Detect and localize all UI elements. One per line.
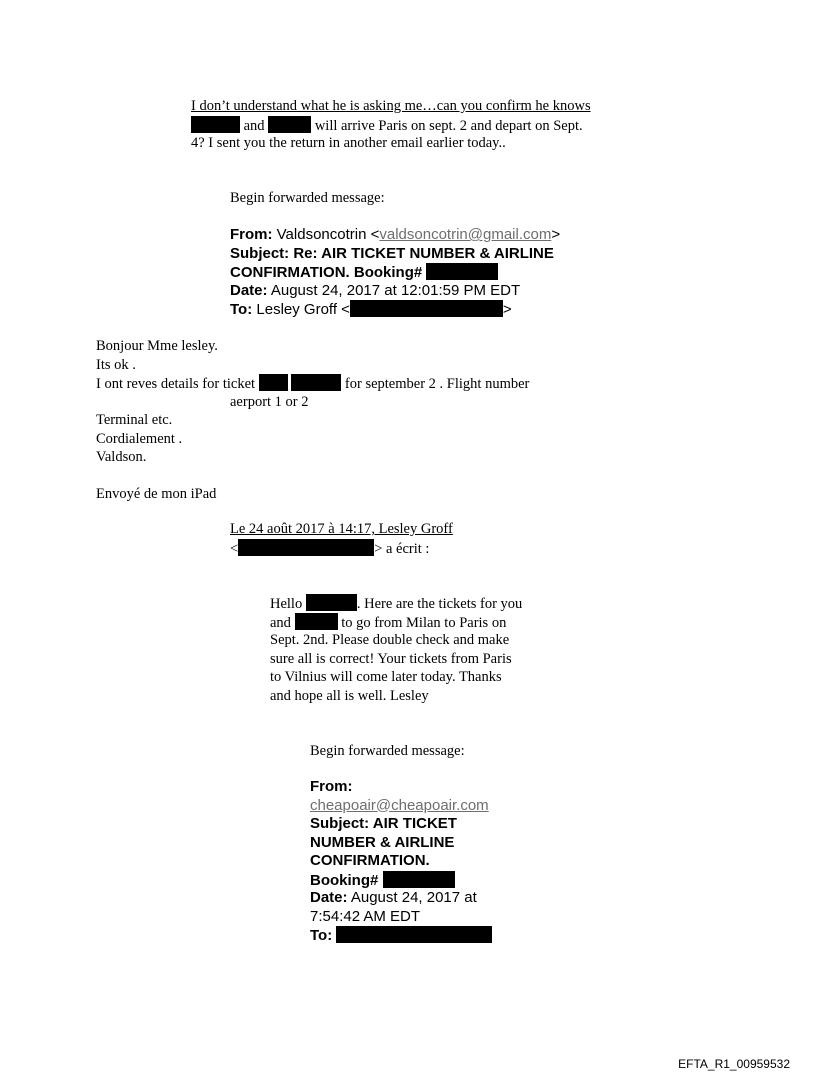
lesley-message: [270, 594, 522, 705]
lesley-line-2-rest: to go from Milan to Paris on: [337, 614, 507, 631]
reply-line-1: Bonjour Mme lesley.: [96, 338, 218, 354]
forwarded-label-1: Begin forwarded message:: [230, 190, 385, 206]
reply-line-6: Cordialement .: [96, 430, 183, 447]
reply-line-2: Its ok .: [96, 356, 136, 373]
redaction: [350, 300, 503, 317]
note-line-1: I don’t understand what he is asking me…can you confirm he knows: [191, 98, 591, 114]
redaction: [238, 539, 374, 556]
date-2-value-1: August 24, 2017 at: [347, 889, 477, 906]
note-line-2-rest: will arrive Paris on sept. 2 and depart on Sept.: [311, 117, 583, 134]
booking-label: Booking#: [310, 871, 383, 889]
lesley-line-4: sure all is correct! Your tickets from Paris: [270, 650, 512, 667]
lesley-line-3: Sept. 2nd. Please double check and make: [270, 632, 510, 648]
date-2-line-2: 7:54:42 AM EDT: [310, 907, 421, 925]
reply-line-5: Terminal etc.: [96, 412, 173, 428]
from-email-line-2: [310, 797, 492, 816]
note-line-3: 4? I sent you the return in another email earlier today..: [191, 135, 506, 151]
date-value: August 24, 2017 at 12:01:59 PM EDT: [267, 281, 521, 299]
lesley-line-1: [270, 594, 522, 613]
redaction: [291, 374, 341, 391]
to-2-label: To:: [310, 927, 337, 944]
lesley-hello: Hello: [270, 596, 306, 612]
subject-2-line-1: [310, 815, 492, 834]
from-email-link[interactable]: valdsoncotrin@gmail.com: [379, 226, 552, 243]
subject-2-text-3: CONFIRMATION.: [310, 852, 430, 869]
quote-open: <: [230, 540, 239, 557]
subject-text-2: CONFIRMATION. Booking#: [230, 264, 427, 281]
document-id-footer: EFTA_R1_00959532: [678, 1057, 790, 1071]
lesley-line-6: and hope all is well. Lesley: [270, 687, 429, 704]
subject-line-2: [230, 263, 560, 282]
subject-2-text-1: Subject: AIR TICKET: [310, 815, 457, 832]
date-line: [230, 282, 560, 301]
forwarded-label-2: Begin forwarded message:: [310, 743, 465, 759]
forwarded-header-1: [230, 226, 560, 319]
forwarded-header-2: [310, 778, 492, 945]
lesley-line-2: [270, 613, 522, 632]
reply-line-7: Valdson.: [96, 449, 147, 465]
subject-line-1: [230, 245, 560, 264]
to-2-line: [310, 926, 492, 945]
to-close: >: [502, 301, 512, 318]
subject-2-text-2: NUMBER & AIRLINE: [310, 833, 455, 851]
from-line-2: [310, 778, 492, 797]
to-label: To:: [230, 301, 253, 318]
reply-line-4: aerport 1 or 2: [230, 393, 309, 410]
from-label-2: From:: [310, 778, 353, 795]
redaction: [383, 871, 455, 888]
redaction: [259, 374, 288, 391]
to-line: [230, 300, 560, 319]
note-line-2: [191, 116, 591, 135]
date-2-label: Date:: [310, 889, 348, 906]
cheapoair-email-link[interactable]: cheapoair@cheapoair.com: [310, 796, 489, 814]
lesley-line-5: to Vilnius will come later today. Thanks: [270, 669, 502, 685]
subject-2-line-3: [310, 852, 492, 871]
redaction: [306, 594, 357, 611]
booking-line: [310, 871, 492, 890]
quote-close: > a écrit :: [374, 540, 430, 557]
note-and: and: [240, 117, 269, 134]
reply-line-3b: for september 2 . Flight number: [341, 376, 530, 392]
reply-block: [96, 337, 529, 504]
subject-2-line-2: [310, 834, 492, 853]
quote-line-2: [230, 539, 453, 558]
lesley-line-1-rest: . Here are the tickets for you: [356, 596, 523, 612]
redaction: [295, 613, 338, 630]
date-label: Date:: [230, 281, 268, 299]
reply-line-3: [96, 374, 529, 393]
subject-text-1: Subject: Re: AIR TICKET NUMBER & AIRLINE: [230, 244, 554, 262]
redaction: [426, 263, 498, 280]
from-line: [230, 226, 560, 245]
from-label: From:: [230, 226, 273, 243]
spacer: [96, 467, 529, 486]
redaction: [336, 926, 492, 943]
redaction: [268, 116, 311, 133]
from-close: >: [551, 226, 561, 243]
redaction: [191, 116, 240, 133]
note-block: [191, 97, 591, 153]
lesley-and: and: [270, 614, 295, 631]
to-name: Lesley Groff <: [252, 301, 350, 318]
reply-signature: Envoyé de mon iPad: [96, 486, 217, 502]
from-name: Valdsoncotrin <: [272, 226, 380, 243]
quote-line-1: Le 24 août 2017 à 14:17, Lesley Groff: [230, 521, 453, 537]
quote-header: [230, 520, 453, 557]
reply-line-3a: I ont reves details for ticket: [96, 376, 259, 392]
date-2-line-1: [310, 889, 492, 908]
